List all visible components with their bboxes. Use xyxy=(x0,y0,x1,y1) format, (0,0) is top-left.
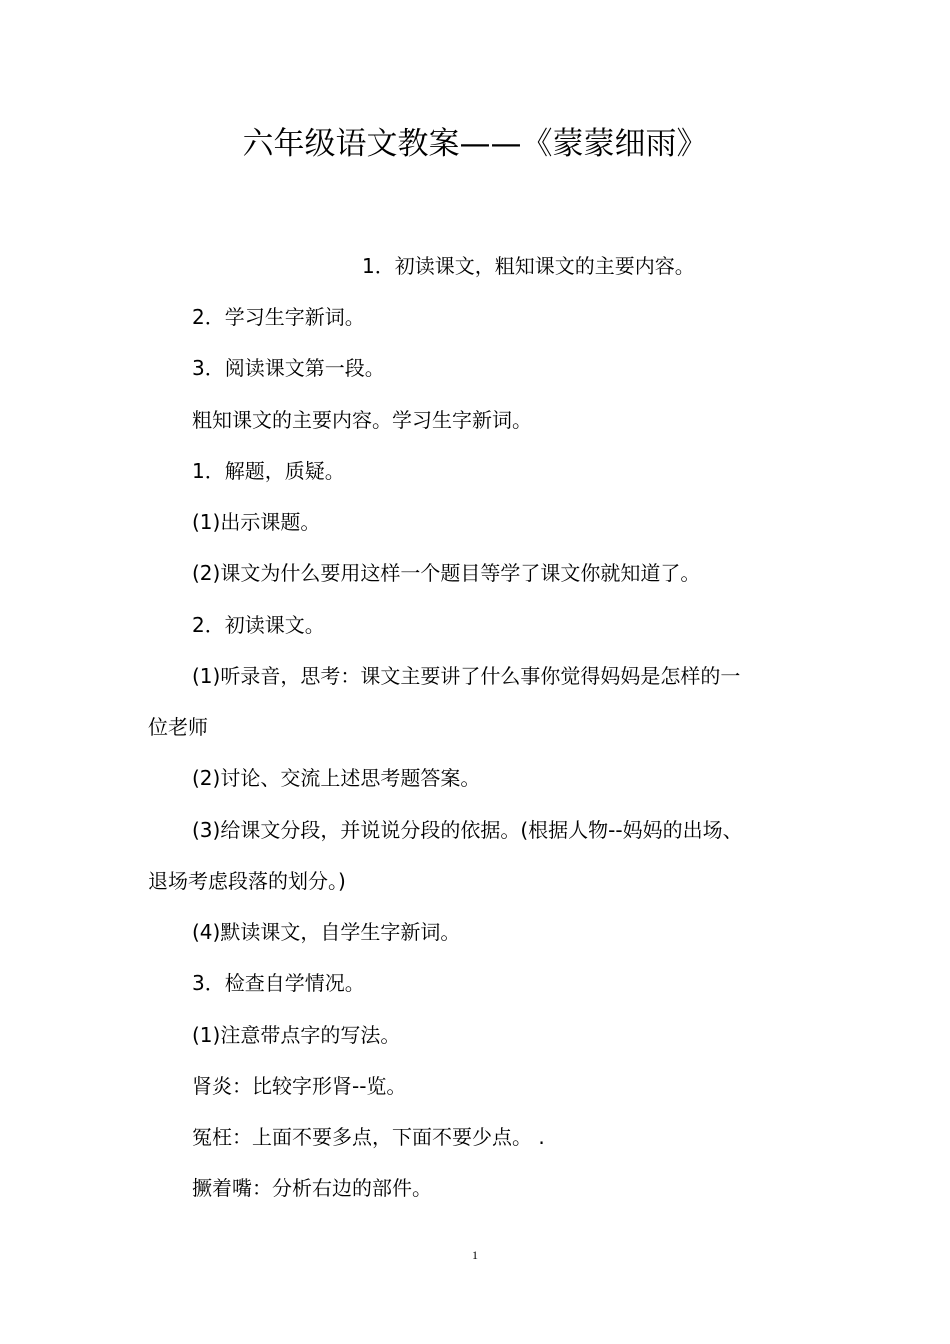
paragraph-line: 1．解题，质疑。 xyxy=(192,459,345,483)
paragraph-line: 2．初读课文。 xyxy=(192,613,325,637)
paragraph-line: (2)课文为什么要用这样一个题目等学了课文你就知道了。 xyxy=(192,561,701,585)
paragraph-line: 肾炎：比较字形肾--览。 xyxy=(192,1074,407,1098)
paragraph-line: (3)给课文分段，并说说分段的依据。(根据人物--妈妈的出场、 xyxy=(192,818,743,842)
paragraph-line: 3．阅读课文第一段。 xyxy=(192,356,385,380)
paragraph-line: (1)听录音，思考：课文主要讲了什么事你觉得妈妈是怎样的一 xyxy=(192,664,741,688)
paragraph-line: 冤枉：上面不要多点，下面不要少点。 . xyxy=(192,1125,545,1149)
paragraph-line: 粗知课文的主要内容。学习生字新词。 xyxy=(192,408,532,432)
paragraph-line-continuation: 位老师 xyxy=(148,715,208,739)
paragraph-line: (2)讨论、交流上述思考题答案。 xyxy=(192,766,481,790)
paragraph-line: (1)注意带点字的写法。 xyxy=(192,1023,401,1047)
paragraph-line: 1．初读课文，粗知课文的主要内容。 xyxy=(362,254,695,278)
paragraph-line: 撅着嘴：分析右边的部件。 xyxy=(192,1176,432,1200)
paragraph-line: 3．检查自学情况。 xyxy=(192,971,365,995)
paragraph-line: 2．学习生字新词。 xyxy=(192,305,365,329)
paragraph-line-continuation: 退场考虑段落的划分。) xyxy=(148,869,346,893)
page-number: 1 xyxy=(472,1248,478,1262)
paragraph-line: (1)出示课题。 xyxy=(192,510,321,534)
paragraph-line: (4)默读课文，自学生字新词。 xyxy=(192,920,461,944)
document-title: 六年级语文教案——《蒙蒙细雨》 xyxy=(242,126,708,162)
